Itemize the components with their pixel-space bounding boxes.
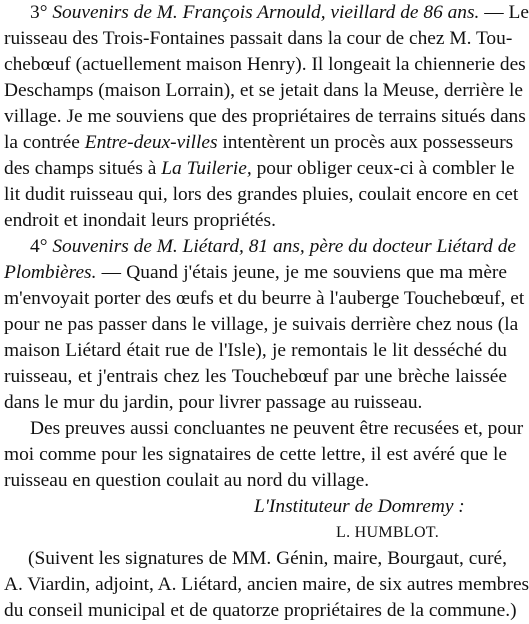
text-line [4,598,517,624]
line-text: dans le mur du jardin, pour livrer passage au ruisseau. [4,392,423,413]
text-line [4,0,529,26]
text-line [4,104,526,130]
text-line [4,52,526,78]
line-text-italic: La Tuilerie, [161,158,252,179]
line-text: 3° [30,2,53,23]
line-text: village. Je me souviens que des propriétaires de terrains situés dans [4,106,526,127]
line-text: pour obliger ceux-ci à combler le [251,158,515,179]
text-line [4,26,513,52]
text-line [4,286,525,312]
line-text: ruisseau, et j'entrais chez les Touchebœuf par une brèche laissée [4,366,507,387]
line-text: Deschamps (maison Lorrain), et se jetait dans la Meuse, derrière le [4,80,524,101]
signature-title [4,494,507,520]
text-line [4,338,507,364]
line-text: maison Liétard était rue de l'Isle), je remontais le lit desséché du [4,340,507,361]
line-text: la contrée [4,132,85,153]
line-text: pour ne pas passer dans le village, je suivais derrière chez nous (la [4,314,519,335]
line-text-italic: Plombières. [4,262,97,283]
text-line [4,312,519,338]
text-line [4,442,507,468]
line-text-italic: Souvenirs de M. François Arnould, vieillard de 86 ans. [52,2,480,23]
text-line [4,182,519,208]
line-text: intentèrent un procès aux possesseurs [217,132,514,153]
line-text: endroit et inondait leurs propriétés. [4,210,276,231]
text-line [4,364,507,390]
line-text-italic: Souvenirs de M. Liétard, 81 ans, père du docteur Liétard de [52,236,517,257]
line-text: Des preuves aussi concluantes ne peuvent être recusées et, pour [30,418,524,439]
line-text: L'Instituteur de Domremy : [254,496,465,517]
line-text: moi comme pour les signataires de cette lettre, il est avéré que le [4,444,507,465]
text-line [4,546,507,572]
line-text: ruisseau en question coulait au nord du village. [4,470,370,491]
line-text: des champs situés à [4,158,162,179]
line-text: (Suivent les signatures de MM. Génin, maire, Bourgaut, curé, [28,548,507,569]
line-text: lit dudit ruisseau qui, lors des grandes pluies, coulait encore en cet [4,184,519,205]
text-line [4,390,507,416]
text-line [4,130,514,156]
line-text-italic: Entre-deux-villes [84,132,218,153]
signature-name [4,520,507,546]
text-line [4,468,507,494]
text-line [4,572,529,598]
line-text: L. HUMBLOT. [336,524,439,541]
text-line [4,234,517,260]
line-text: m'envoyait porter des œufs et du beurre à l'auberge Touchebœuf, et [4,288,525,309]
line-text: chebœuf (actuellement maison Henry). Il longeait la chiennerie des [4,54,526,75]
text-line [4,260,507,286]
line-text: ruisseau des Trois-Fontaines passait dans la cour de chez M. Tou- [4,28,513,49]
text-line [4,416,524,442]
text-line [4,156,515,182]
text-line [4,78,524,104]
text-line [4,208,507,234]
document-body [4,0,529,624]
line-text: A. Viardin, adjoint, A. Liétard, ancien maire, de six autres membres [4,574,529,595]
line-text: 4° [30,236,53,257]
line-text: — Le [479,2,529,23]
line-text: — Quand j'étais jeune, je me souviens que ma mère [96,262,507,283]
line-text: du conseil municipal et de quatorze propriétaires de la commune.) [4,600,517,621]
